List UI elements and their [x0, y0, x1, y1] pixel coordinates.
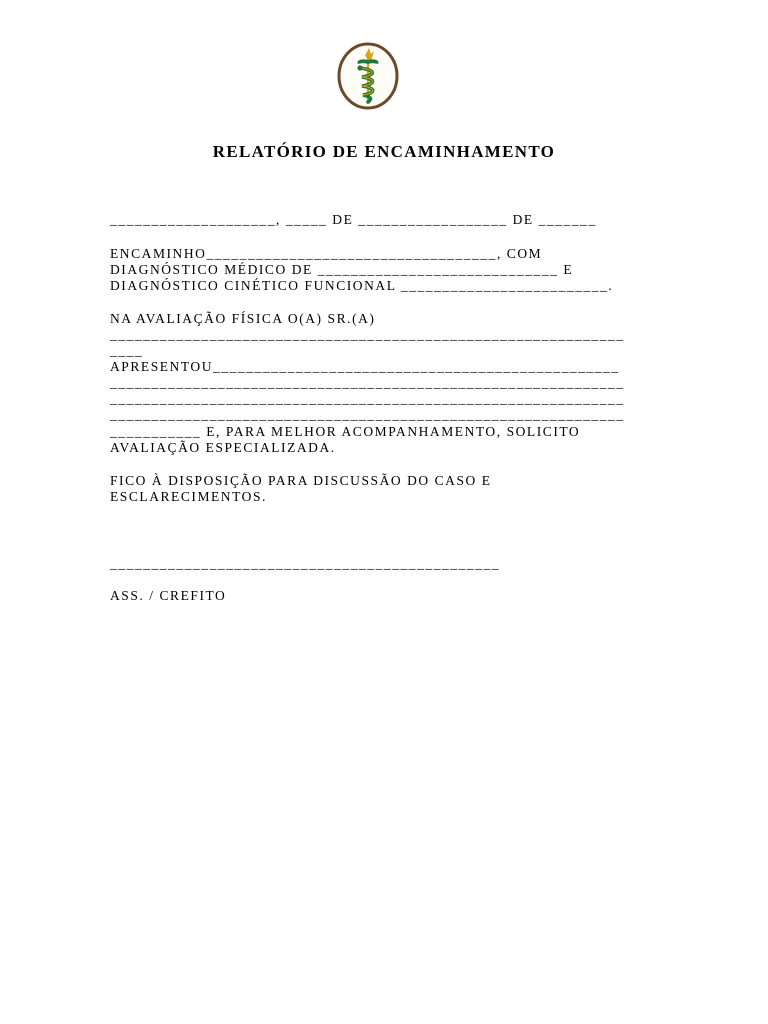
request-line: ___________ E, PARA MELHOR ACOMPANHAMENTO, SOLICITO [110, 424, 581, 439]
referral-line: ENCAMINHO___________________________________, COM [110, 246, 543, 261]
blank-line: ______________________________________________________________ [110, 327, 625, 342]
caduceus-emblem-icon [336, 42, 400, 110]
blank-line: ______________________________________________________________ [110, 391, 625, 406]
specialized-evaluation-line: AVALIAÇÃO ESPECIALIZADA. [110, 440, 336, 455]
signature-line: _______________________________________________ [110, 556, 501, 571]
blank-line: ____ [110, 343, 144, 358]
clarifications-line: ESCLARECIMENTOS. [110, 489, 267, 504]
kinetic-diagnosis-line: DIAGNÓSTICO CINÉTICO FUNCIONAL _________________________. [110, 278, 614, 293]
presented-line: APRESENTOU_________________________________________________ [110, 359, 620, 374]
blank-line: ______________________________________________________________ [110, 375, 625, 390]
medical-diagnosis-line: DIAGNÓSTICO MÉDICO DE _____________________________ E [110, 262, 574, 277]
availability-line: FICO À DISPOSIÇÃO PARA DISCUSSÃO DO CASO E [110, 473, 492, 488]
blank-line: ______________________________________________________________ [110, 407, 625, 422]
date-line: ____________________, _____ DE __________________ DE _______ [110, 212, 597, 227]
document-title: RELATÓRIO DE ENCAMINHAMENTO [212, 142, 556, 161]
signature-label: ASS. / CREFITO [110, 588, 227, 603]
physical-evaluation-line: NA AVALIAÇÃO FÍSICA O(A) SR.(A) [110, 311, 376, 326]
